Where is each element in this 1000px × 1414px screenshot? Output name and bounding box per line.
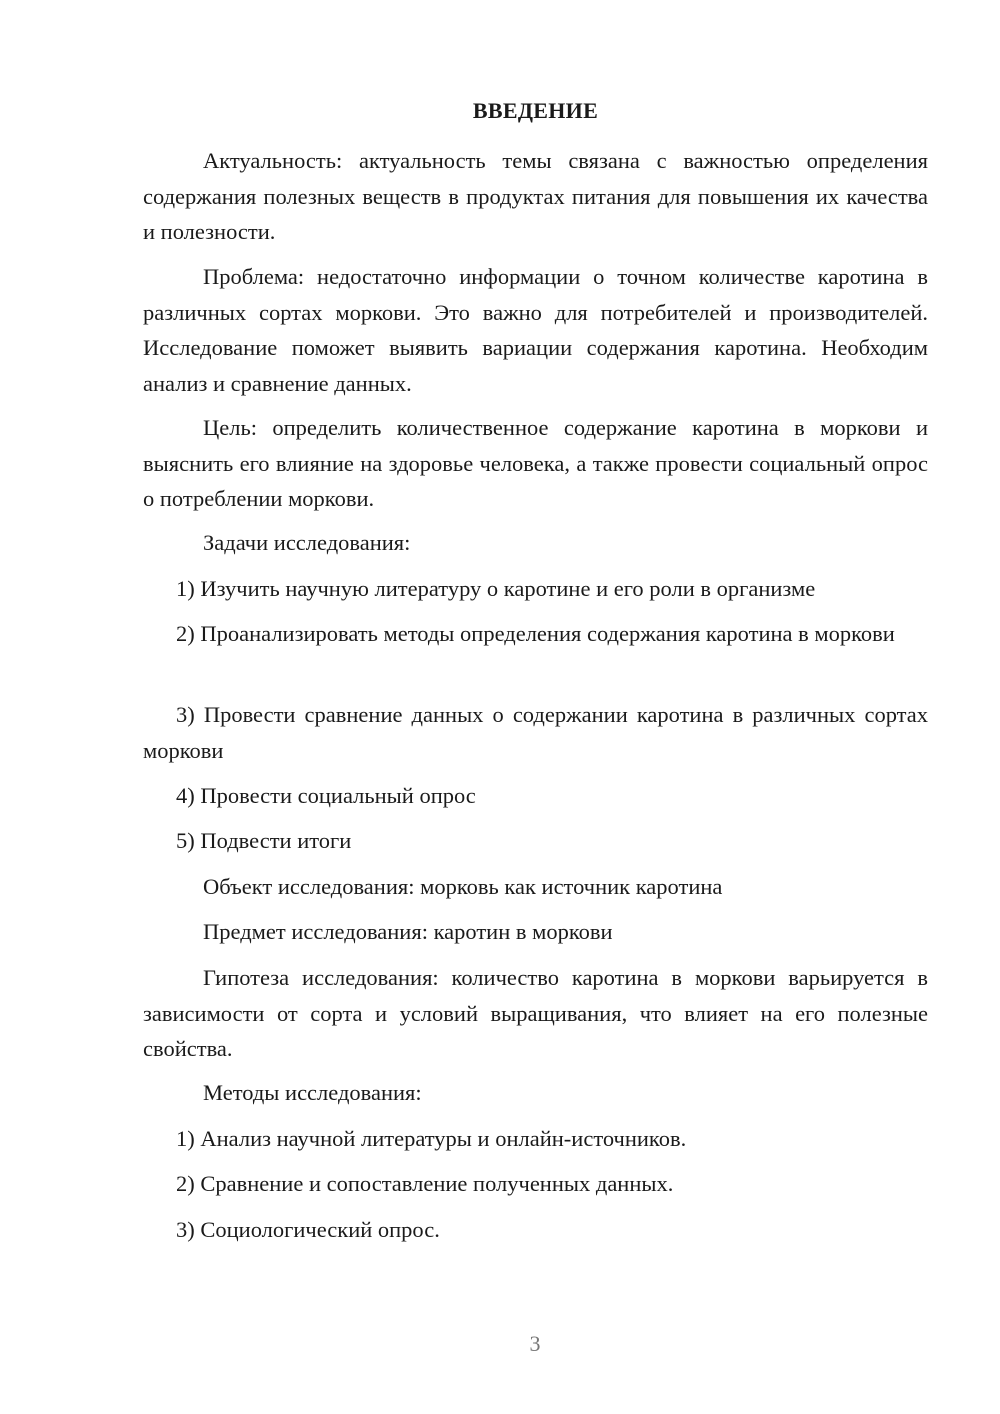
method-item-1: 1) Анализ научной литературы и онлайн-источников. (176, 1126, 687, 1151)
methods-title: Методы исследования: (203, 1080, 422, 1105)
page-number: 3 (529, 1331, 541, 1356)
task-item-2: 2) Проанализировать методы определения содержания каротина в моркови (176, 621, 895, 646)
method-item-2: 2) Сравнение и сопоставление полученных данных. (176, 1171, 674, 1196)
task-item-5: 5) Подвести итоги (176, 828, 352, 853)
method-item-3: 3) Социологический опрос. (176, 1217, 440, 1242)
relevance-paragraph: Актуальность: актуальность темы связана с важностью определения содержания полезных веществ в продуктах питания для повышения их качества и полезности. (143, 148, 928, 244)
problem-paragraph: Проблема: недостаточно информации о точном количестве каротина в различных сортах моркови. Это важно для потребителей и производителей. Исследование поможет выявить вариации содержания каротина. Необходим анализ и сравнение данных. (143, 264, 928, 396)
hypothesis-paragraph: Гипотеза исследования: количество каротина в моркови варьируется в зависимости от сорта и условий выращивания, что влияет на его полезные свойства. (143, 965, 928, 1061)
task-item-1: 1) Изучить научную литературу о каротине и его роли в организме (176, 576, 816, 601)
task-item-3: 3) Провести сравнение данных о содержании каротина в различных сортах моркови (143, 702, 928, 763)
tasks-title: Задачи исследования: (203, 530, 411, 555)
subject-paragraph: Предмет исследования: каротин в моркови (203, 919, 613, 944)
section-heading: ВВЕДЕНИЕ (472, 98, 599, 123)
task-item-4: 4) Провести социальный опрос (176, 783, 476, 808)
object-paragraph: Объект исследования: морковь как источник каротина (203, 874, 723, 899)
goal-paragraph: Цель: определить количественное содержание каротина в моркови и выяснить его влияние на здоровье человека, а также провести социальный опрос о потреблении моркови. (143, 415, 928, 511)
